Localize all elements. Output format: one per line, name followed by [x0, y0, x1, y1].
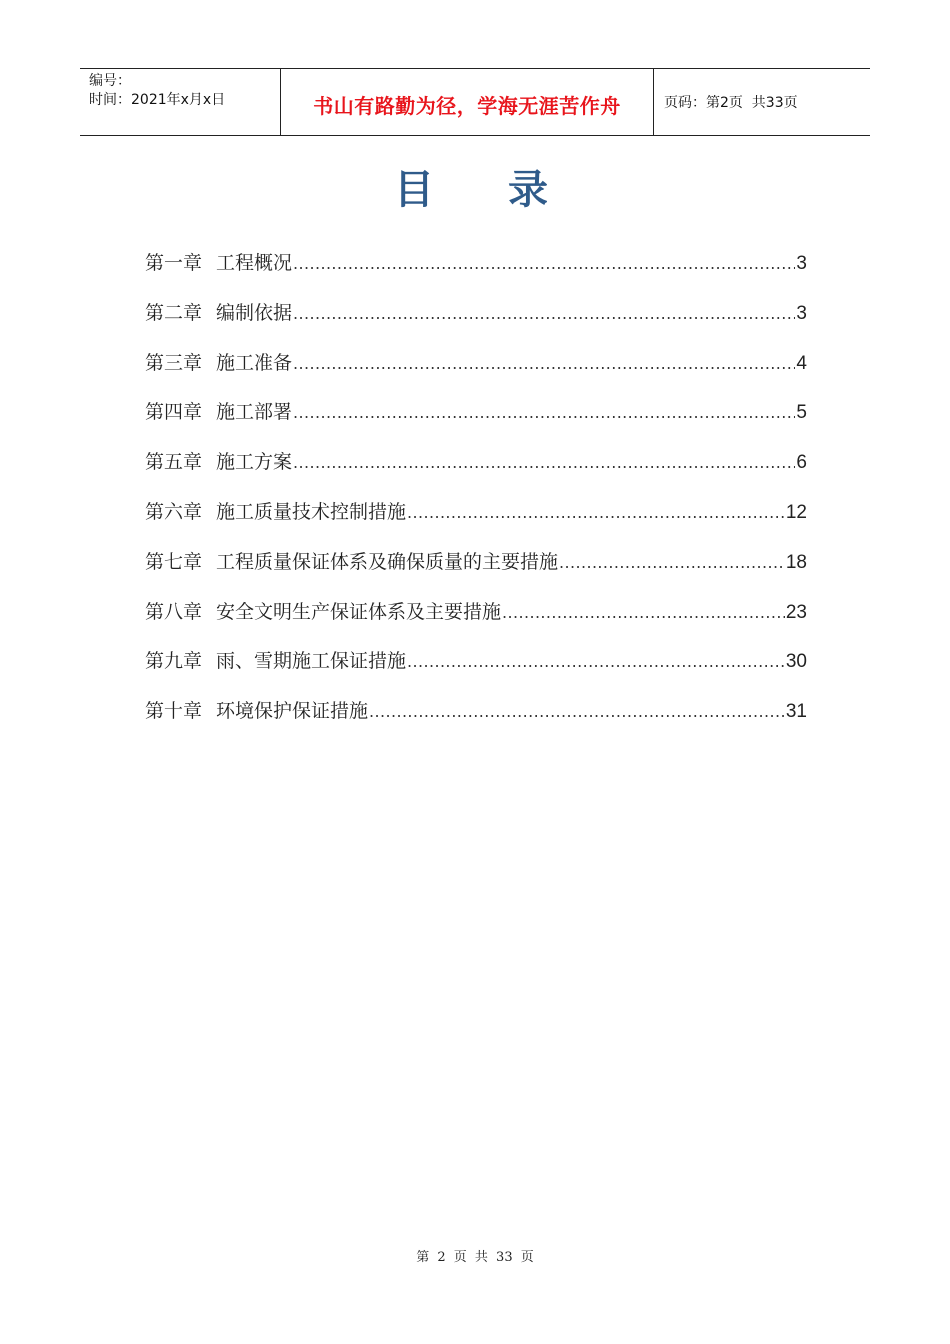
toc-chapter: 第二章: [145, 301, 203, 324]
toc-page-number: 6: [796, 452, 807, 474]
toc-entry[interactable]: [145, 397, 807, 447]
toc-leader-dots: [293, 254, 795, 273]
toc-entry-title: 施工方案: [216, 451, 293, 474]
table-of-contents: [145, 248, 807, 746]
toc-leader-dots: [293, 453, 795, 472]
toc-chapter: 第九章: [145, 650, 203, 673]
toc-entry-title: 工程质量保证体系及确保质量的主要措施: [216, 550, 559, 573]
toc-leader-dots: [293, 403, 795, 422]
toc-chapter: 第六章: [145, 500, 203, 523]
toc-leader-dots: [502, 603, 785, 622]
toc-chapter: 第一章: [145, 252, 203, 274]
toc-page-number: 4: [796, 352, 807, 374]
toc-entry[interactable]: [145, 248, 807, 298]
toc-chapter: 第十章: [145, 700, 203, 723]
header-page-info: 页码：第2页 共33页: [664, 95, 798, 111]
toc-entry-title: 施工质量技术控制措施: [216, 500, 407, 523]
toc-page-number: 5: [796, 402, 807, 424]
toc-entry[interactable]: [145, 447, 807, 497]
toc-entry-title: 雨、雪期施工保证措施: [216, 650, 407, 673]
toc-page-number: 31: [785, 701, 807, 723]
toc-page-number: 18: [785, 551, 807, 573]
header-motto-cell: [281, 69, 654, 135]
toc-entry-title: 编制依据: [216, 301, 293, 324]
toc-entry-title: 施工准备: [216, 351, 293, 374]
toc-leader-dots: [407, 652, 785, 671]
toc-entry-title: 工程概况: [216, 252, 293, 274]
header-info-cell: [80, 69, 281, 135]
toc-leader-dots: [369, 702, 785, 721]
toc-chapter: 第三章: [145, 351, 203, 374]
toc-leader-dots: [407, 503, 785, 522]
toc-entry[interactable]: [145, 298, 807, 348]
toc-title: 目 录: [394, 166, 578, 213]
toc-page-number: 12: [785, 501, 807, 523]
toc-entry[interactable]: [145, 696, 807, 746]
toc-leader-dots: [293, 304, 795, 323]
toc-entry[interactable]: [145, 646, 807, 696]
toc-leader-dots: [293, 354, 795, 373]
toc-page-number: 3: [796, 302, 807, 324]
toc-chapter: 第五章: [145, 451, 203, 474]
toc-entry-title: 安全文明生产保证体系及主要措施: [216, 600, 502, 623]
toc-page-number: 23: [785, 601, 807, 623]
document-time-label: 时间：2021年x月x日: [89, 92, 226, 108]
toc-entry[interactable]: [145, 547, 807, 597]
toc-entry-title: 环境保护保证措施: [216, 700, 369, 723]
toc-chapter: 第四章: [145, 401, 203, 424]
page-header: [80, 68, 870, 136]
toc-page-number: 30: [785, 651, 807, 673]
toc-entry[interactable]: [145, 348, 807, 398]
header-motto: 书山有路勤为径，学海无涯苦作舟: [313, 93, 621, 118]
toc-leader-dots: [559, 553, 785, 572]
toc-chapter: 第八章: [145, 600, 203, 623]
toc-chapter: 第七章: [145, 550, 203, 573]
header-page-cell: [654, 69, 870, 135]
toc-entry-title: 施工部署: [216, 401, 293, 424]
toc-entry[interactable]: [145, 497, 807, 547]
page-footer: 第 2 页 共 33 页: [416, 1250, 534, 1265]
document-number-label: 编号：: [89, 73, 131, 89]
toc-entry[interactable]: [145, 597, 807, 647]
toc-page-number: 3: [796, 253, 807, 274]
